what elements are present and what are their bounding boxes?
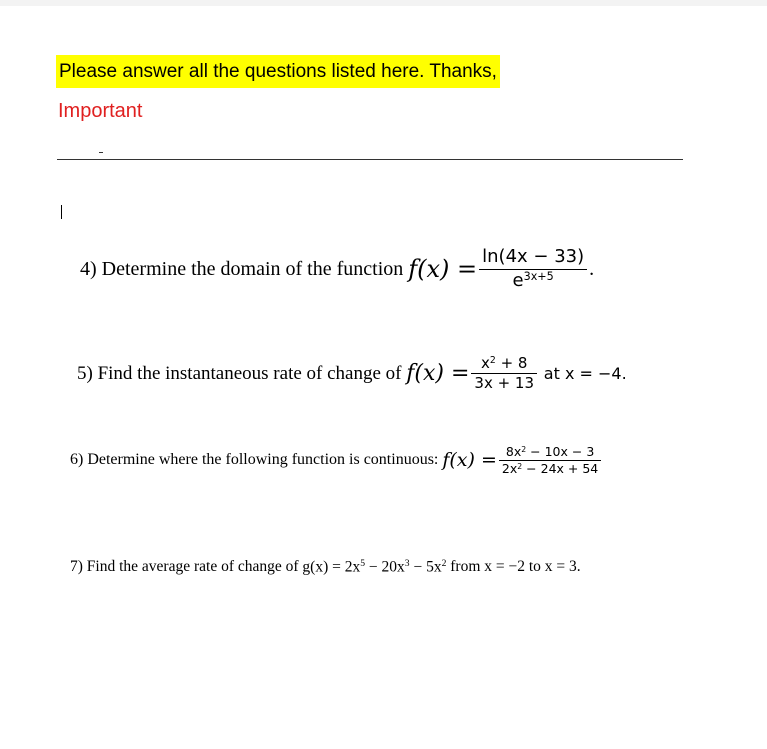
question-suffix: from x = −2 to x = 3. [450,558,581,576]
question-suffix: . [589,257,595,280]
question-6 [70,444,603,477]
question-text: Find the average rate of change of [86,558,299,576]
question-number: 7) [70,558,83,576]
top-border [0,0,767,6]
function-expression: $g(x) = 2x^5 - 20x^3 - 5x^2$ [302,558,447,576]
numerator: ln(4x − 33) [482,246,585,267]
question-text: Find the instantaneous rate of change of [97,362,402,384]
question-5 [77,354,627,393]
numerator: $8x^2 - 10x - 3$ [505,444,595,459]
denominator: $e^{3x+5}$ [512,270,554,292]
horizontal-rule [57,159,683,160]
numerator: $x^2 + 8$ [480,354,528,372]
question-number: 4) [80,257,97,280]
question-text: Determine where the following function is continuous: [87,451,439,469]
function-label: f(x) = [408,255,478,284]
question-suffix: at x = −4. [543,364,627,383]
function-label: f(x) = [406,361,470,386]
denominator: $2x^2 - 24x + 54$ [501,461,599,477]
denominator: 3x + 13 [474,374,535,393]
question-text: Determine the domain of the function [101,257,404,280]
fraction [471,354,537,393]
question-number: 6) [70,451,84,469]
instruction-text: Please answer all the questions listed here. Thanks, [56,55,500,88]
fraction [479,246,587,293]
function-label: f(x) = [442,449,497,472]
question-number: 5) [77,362,93,384]
rule-mark [99,152,103,153]
question-7 [70,558,581,576]
fraction [499,444,601,477]
text-cursor [61,205,62,219]
important-label: Important [58,100,143,122]
question-4 [80,246,594,293]
